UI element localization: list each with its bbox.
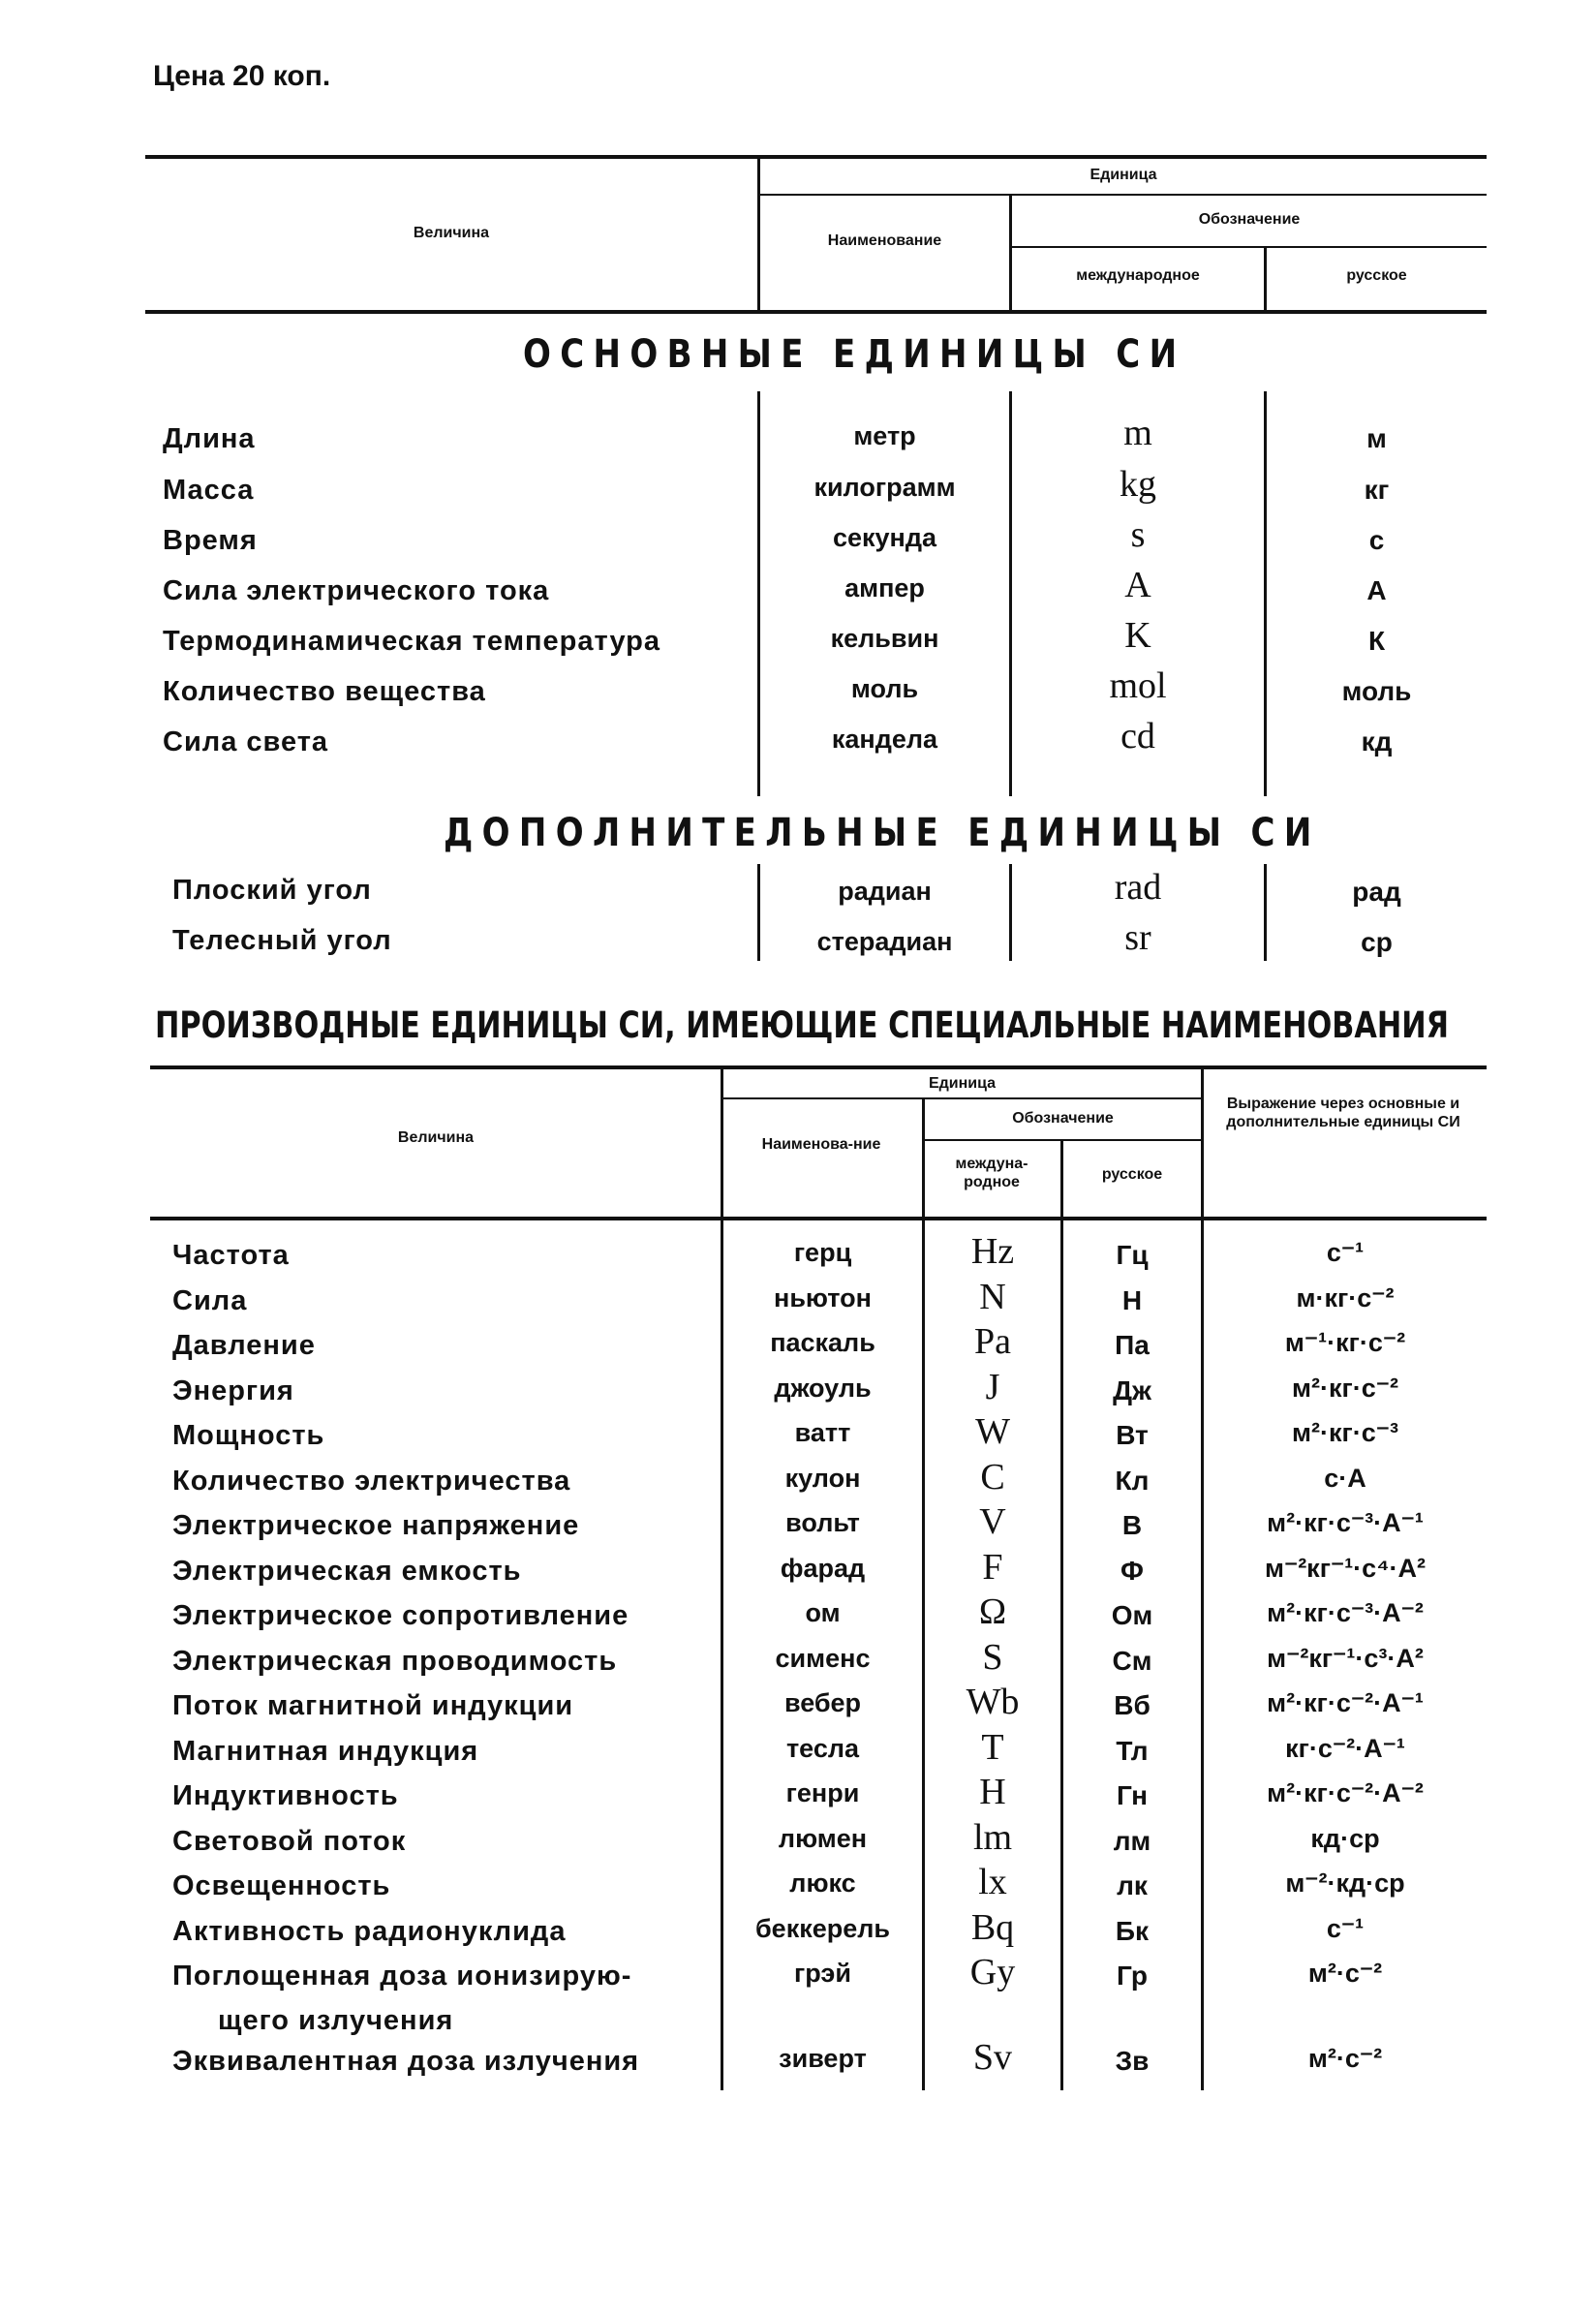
quantity-cell-continued: щего излучения <box>218 2005 454 2036</box>
quantity-cell: Сила <box>172 1284 248 1316</box>
derived-col-expression-header: Выражение через основные и дополнительные единицы СИ <box>1226 1096 1460 1130</box>
quantity-cell: Длина <box>163 423 256 454</box>
intl-symbol-cell: rad <box>1114 867 1162 908</box>
section-derived-title: ПРОИЗВОДНЫЕ ЕДИНИЦЫ СИ, ИМЕЮЩИЕ СПЕЦИАЛЬНЫЕ НАИМЕНОВАНИЯ <box>155 1004 1450 1046</box>
intl-symbol-cell: s <box>1130 514 1146 555</box>
ru-symbol-cell: ср <box>1361 927 1393 957</box>
intl-symbol-cell: Sv <box>972 2037 1013 2078</box>
unit-name-cell: вебер <box>783 1688 862 1717</box>
intl-symbol-cell: Wb <box>966 1682 1020 1722</box>
section-basic-title: ОСНОВНЫЕ ЕДИНИЦЫ СИ <box>523 332 1186 377</box>
quantity-cell: Электрическая емкость <box>172 1555 522 1587</box>
ru-symbol-cell: Ом <box>1111 1600 1153 1630</box>
intl-symbol-cell: lx <box>978 1862 1007 1902</box>
col-name-header: Наименование <box>827 232 942 249</box>
quantity-cell: Время <box>163 525 258 556</box>
ru-symbol-cell: Гр <box>1117 1961 1148 1991</box>
col-russian-header: русское <box>1346 267 1407 284</box>
intl-symbol-cell: F <box>982 1546 1003 1588</box>
ru-symbol-cell: Гц <box>1116 1240 1149 1270</box>
quantity-cell: Энергия <box>172 1374 294 1406</box>
unit-name-cell: паскаль <box>770 1328 875 1357</box>
ru-symbol-cell: А <box>1366 575 1387 605</box>
intl-symbol-cell: J <box>985 1366 1000 1407</box>
quantity-cell: Телесный угол <box>172 925 392 956</box>
intl-symbol-cell: Pa <box>974 1321 1011 1362</box>
unit-name-cell: килограмм <box>813 473 956 502</box>
unit-name-cell: генри <box>785 1778 860 1807</box>
quantity-cell: Магнитная индукция <box>172 1735 479 1767</box>
unit-name-cell: грэй <box>794 1959 851 1988</box>
quantity-cell: Электрическое сопротивление <box>172 1600 629 1631</box>
ru-symbol-cell: Дж <box>1113 1374 1151 1405</box>
quantity-cell: Электрическое напряжение <box>172 1510 580 1541</box>
col-unit-header: Единица <box>1090 167 1157 183</box>
si-expression-cell: м²·с⁻² <box>1307 1959 1383 1988</box>
ru-symbol-cell: Бк <box>1115 1915 1150 1946</box>
intl-symbol-cell: m <box>1123 413 1152 453</box>
intl-symbol-cell: sr <box>1124 917 1151 958</box>
intl-symbol-cell: W <box>975 1411 1010 1452</box>
ru-symbol-cell: Па <box>1115 1330 1150 1360</box>
ru-symbol-cell: Тл <box>1116 1735 1149 1766</box>
si-expression-cell: м²·кг·с⁻² <box>1292 1373 1398 1403</box>
ru-symbol-cell: лм <box>1113 1825 1151 1856</box>
intl-symbol-cell: T <box>981 1726 1004 1768</box>
si-expression-cell: м⁻²кг⁻¹·с⁴·А² <box>1264 1553 1427 1583</box>
si-expression-cell: кг·с⁻²·А⁻¹ <box>1285 1733 1405 1763</box>
unit-name-cell: стерадиан <box>816 927 953 956</box>
ru-symbol-cell: рад <box>1352 877 1401 907</box>
si-expression-cell: м²·с⁻² <box>1307 2044 1383 2073</box>
intl-symbol-cell: H <box>979 1772 1006 1812</box>
unit-name-cell: джоуль <box>774 1373 872 1403</box>
ru-symbol-cell: м <box>1366 423 1387 453</box>
derived-col-russian-header: русское <box>1101 1166 1163 1183</box>
quantity-cell: Плоский угол <box>172 875 372 906</box>
unit-name-cell: радиан <box>838 877 932 906</box>
price-label: Цена 20 коп. <box>153 60 331 92</box>
si-expression-cell: м²·кг·с⁻²·А⁻² <box>1267 1778 1424 1807</box>
unit-name-cell: кулон <box>784 1463 861 1493</box>
quantity-cell: Частота <box>172 1240 290 1271</box>
quantity-cell: Сила электрического тока <box>163 575 550 606</box>
ru-symbol-cell: К <box>1367 626 1386 656</box>
unit-name-cell: ампер <box>844 573 925 602</box>
unit-name-cell: зиверт <box>779 2044 867 2073</box>
ru-symbol-cell: Гн <box>1116 1780 1149 1810</box>
quantity-cell: Количество электричества <box>172 1465 571 1497</box>
intl-symbol-cell: A <box>1124 565 1151 605</box>
si-expression-cell: с·А <box>1324 1463 1366 1493</box>
ru-symbol-cell: См <box>1112 1645 1152 1676</box>
intl-symbol-cell: Ω <box>978 1591 1007 1632</box>
col-international-header: международное <box>1076 267 1200 284</box>
derived-col-designation-header: Обозначение <box>1012 1110 1114 1127</box>
ru-symbol-cell: кг <box>1364 475 1390 505</box>
unit-name-cell: люмен <box>778 1823 868 1853</box>
unit-name-cell: секунда <box>832 523 937 552</box>
quantity-cell: Поглощенная доза ионизирую- <box>172 1961 632 1992</box>
quantity-cell: Количество вещества <box>163 676 486 707</box>
intl-symbol-cell: kg <box>1120 464 1156 505</box>
ru-symbol-cell: кд <box>1361 726 1393 757</box>
si-expression-cell: с⁻¹ <box>1326 1913 1365 1943</box>
derived-col-unit-header: Единица <box>928 1075 997 1092</box>
unit-name-cell: герц <box>793 1238 852 1267</box>
intl-symbol-cell: C <box>980 1456 1005 1498</box>
unit-name-cell: метр <box>853 421 916 450</box>
si-expression-cell: м⁻²кг⁻¹·с³·А² <box>1267 1643 1424 1673</box>
quantity-cell: Индуктивность <box>172 1780 399 1811</box>
intl-symbol-cell: Gy <box>969 1952 1016 1992</box>
quantity-cell: Активность радионуклида <box>172 1915 567 1947</box>
si-expression-cell: с⁻¹ <box>1326 1238 1365 1267</box>
ru-symbol-cell: Вб <box>1114 1690 1151 1720</box>
ru-symbol-cell: Ф <box>1120 1555 1144 1586</box>
ru-symbol-cell: В <box>1121 1510 1143 1540</box>
unit-name-cell: беккерель <box>755 1913 890 1943</box>
derived-col-name-header: Наименова-ние <box>761 1136 881 1153</box>
derived-col-quantity-header: Величина <box>397 1129 475 1146</box>
si-expression-cell: кд·ср <box>1310 1823 1380 1853</box>
si-expression-cell: м²·кг·с⁻³·А⁻² <box>1267 1598 1424 1627</box>
ru-symbol-cell: Н <box>1121 1284 1143 1315</box>
col-quantity-header: Величина <box>413 225 490 241</box>
unit-name-cell: тесла <box>785 1733 860 1763</box>
intl-symbol-cell: lm <box>972 1816 1013 1858</box>
quantity-cell: Эквивалентная доза излучения <box>172 2046 640 2077</box>
si-expression-cell: м²·кг·с⁻²·А⁻¹ <box>1267 1688 1424 1717</box>
col-designation-header: Обозначение <box>1198 211 1301 228</box>
ru-symbol-cell: лк <box>1117 1870 1148 1900</box>
quantity-cell: Масса <box>163 475 255 506</box>
quantity-cell: Поток магнитной индукции <box>172 1690 574 1721</box>
unit-name-cell: ватт <box>794 1418 851 1447</box>
unit-name-cell: моль <box>850 674 919 703</box>
intl-symbol-cell: Hz <box>970 1231 1015 1272</box>
quantity-cell: Освещенность <box>172 1870 391 1901</box>
unit-name-cell: сименс <box>775 1643 871 1673</box>
quantity-cell: Термодинамическая температура <box>163 626 661 657</box>
si-expression-cell: м·кг·с⁻² <box>1296 1282 1395 1312</box>
ru-symbol-cell: с <box>1368 525 1385 555</box>
ru-symbol-cell: Кл <box>1115 1465 1150 1496</box>
si-expression-cell: м⁻¹·кг·с⁻² <box>1284 1328 1406 1357</box>
derived-col-international-header: междуна-родное <box>955 1156 1028 1190</box>
intl-symbol-cell: mol <box>1109 665 1167 706</box>
si-expression-cell: м⁻²·кд·ср <box>1285 1868 1405 1898</box>
quantity-cell: Давление <box>172 1330 316 1361</box>
ru-symbol-cell: моль <box>1341 676 1412 706</box>
unit-name-cell: ньютон <box>774 1282 872 1312</box>
intl-symbol-cell: K <box>1124 615 1151 656</box>
quantity-cell: Световой поток <box>172 1825 407 1857</box>
unit-name-cell: кандела <box>831 725 938 754</box>
unit-name-cell: люкс <box>789 1868 856 1898</box>
intl-symbol-cell: Bq <box>970 1906 1015 1948</box>
unit-name-cell: ом <box>805 1598 841 1627</box>
unit-name-cell: кельвин <box>830 624 939 653</box>
intl-symbol-cell: N <box>979 1276 1006 1317</box>
si-expression-cell: м²·кг·с⁻³·А⁻¹ <box>1267 1508 1424 1537</box>
ru-symbol-cell: Вт <box>1116 1420 1149 1450</box>
intl-symbol-cell: V <box>979 1501 1006 1542</box>
intl-symbol-cell: S <box>982 1636 1003 1678</box>
quantity-cell: Сила света <box>163 726 329 757</box>
si-expression-cell: м²·кг·с⁻³ <box>1292 1418 1398 1447</box>
quantity-cell: Электрическая проводимость <box>172 1645 618 1677</box>
intl-symbol-cell: cd <box>1120 716 1155 757</box>
unit-name-cell: вольт <box>785 1508 860 1537</box>
unit-name-cell: фарад <box>780 1553 866 1583</box>
section-additional-title: ДОПОЛНИТЕЛЬНЫЕ ЕДИНИЦЫ СИ <box>444 811 1321 855</box>
ru-symbol-cell: Зв <box>1115 2046 1150 2076</box>
quantity-cell: Мощность <box>172 1420 325 1451</box>
